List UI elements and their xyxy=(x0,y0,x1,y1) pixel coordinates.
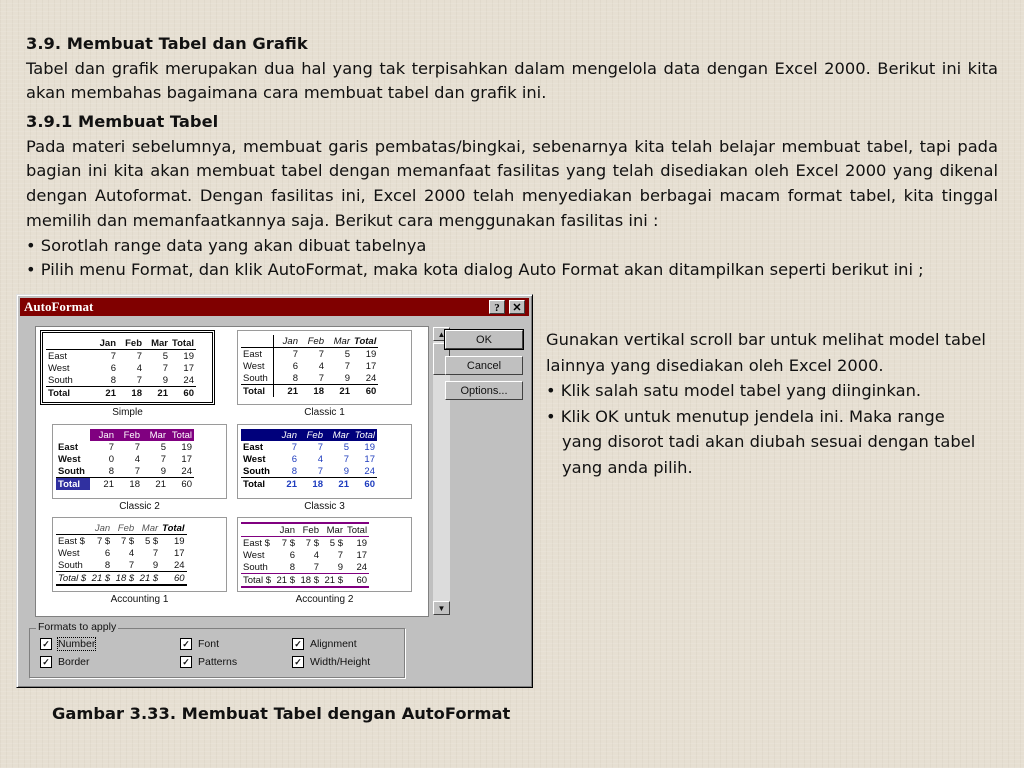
group-legend: Formats to apply xyxy=(38,621,117,633)
sample-cell: 17 xyxy=(181,453,192,465)
sample-row xyxy=(241,360,378,372)
sample-cell: Feb xyxy=(116,429,142,441)
sample-cell: West xyxy=(58,547,80,559)
sample-cell: Total xyxy=(354,335,377,347)
sample-table xyxy=(241,335,378,397)
sample-cell: 60 xyxy=(170,387,196,400)
sample-cell: Mar xyxy=(142,429,168,441)
sample-cell: Feb xyxy=(118,337,144,350)
sample-cell: 21 xyxy=(325,478,351,491)
checkbox-label: Border xyxy=(58,656,90,669)
sample-row xyxy=(46,387,196,400)
sample-cell: 9 xyxy=(343,465,349,477)
sample-cell: 5 xyxy=(162,350,168,362)
sample-cell: 21 xyxy=(273,478,299,491)
close-button[interactable]: ✕ xyxy=(509,300,525,314)
alignment-checkbox[interactable] xyxy=(292,637,357,651)
sample-row xyxy=(241,478,377,491)
sample-table xyxy=(46,337,196,399)
sample-cell: 6 xyxy=(291,453,297,465)
sample-cell: Total xyxy=(172,337,194,349)
sample-label: Accounting 1 xyxy=(110,594,169,605)
sample-classic-1[interactable] xyxy=(237,330,412,405)
sample-cell: 21 xyxy=(142,478,168,491)
sample-cell: Feb xyxy=(300,335,326,348)
sample-row xyxy=(46,350,196,363)
sample-cell: 7 xyxy=(317,441,323,453)
sample-cell: 4 xyxy=(136,362,142,374)
subsection xyxy=(26,110,998,283)
autoformat-dialog xyxy=(16,294,533,688)
check-icon: ✓ xyxy=(40,638,52,650)
sample-row xyxy=(241,465,377,478)
sample-cell: West xyxy=(243,549,265,561)
sample-row xyxy=(56,453,194,465)
sample-cell: 7 xyxy=(313,561,319,573)
sample-cell: 19 xyxy=(183,350,194,362)
sample-cell: Jan xyxy=(273,523,297,537)
sample-cell: 60 xyxy=(351,478,377,491)
sample-cell: 5 xyxy=(343,441,349,453)
sample-cell: South xyxy=(58,465,85,477)
sample-row xyxy=(241,523,369,537)
instruction-continuation: yang anda pilih. xyxy=(562,457,693,477)
sample-cell: Total xyxy=(46,387,92,400)
sample-cell: 7 xyxy=(318,372,324,384)
sample-cell: Jan xyxy=(90,429,116,441)
sample-cell: West xyxy=(243,453,266,465)
sample-cell: East xyxy=(48,350,68,362)
sample-cell: 18 xyxy=(118,387,144,400)
dialog-titlebar xyxy=(20,298,529,316)
sample-cell: Total xyxy=(347,524,368,536)
dialog-title: AutoFormat xyxy=(24,299,94,314)
check-icon: ✓ xyxy=(180,638,192,650)
sample-cell: Mar xyxy=(326,335,352,348)
sample-row xyxy=(241,372,378,385)
sample-cell: 18 $ xyxy=(297,574,321,588)
border-checkbox[interactable] xyxy=(40,655,90,669)
sample-cell: Total xyxy=(241,478,273,491)
sample-row xyxy=(56,547,187,559)
sample-cell: 19 xyxy=(173,535,185,547)
sample-cell: Feb xyxy=(297,523,321,537)
sample-cell: 9 xyxy=(152,559,159,571)
sample-cell: 7 xyxy=(110,350,116,362)
check-icon: ✓ xyxy=(292,656,304,668)
sample-cell: 60 xyxy=(160,572,186,586)
sample-row xyxy=(46,337,196,350)
sample-cell: 60 xyxy=(352,385,378,398)
instruction-bullet: • Klik salah satu model tabel yang diinginkan. xyxy=(546,381,922,400)
sample-cell xyxy=(56,522,88,535)
checkbox-label: Alignment xyxy=(310,638,357,651)
sample-cell: Feb xyxy=(299,429,325,441)
sample-cell: 8 xyxy=(108,465,114,477)
sample-row xyxy=(56,559,187,572)
sample-cell: 7 xyxy=(108,441,114,453)
sample-cell: South xyxy=(243,561,268,573)
sample-cell: West xyxy=(241,360,274,372)
help-button[interactable]: ? xyxy=(489,300,505,314)
sample-cell: 7 xyxy=(317,465,323,477)
sample-cell: West xyxy=(48,362,70,374)
sample-cell: Mar xyxy=(144,337,170,350)
sample-row xyxy=(56,465,194,478)
sample-row xyxy=(241,429,377,441)
ok-button[interactable]: OK xyxy=(445,330,523,349)
subsection-heading: 3.9.1 Membuat Tabel xyxy=(26,112,219,131)
checkbox-label: Patterns xyxy=(198,656,238,669)
sample-cell: 7 $ xyxy=(96,535,111,547)
sample-label: Classic 3 xyxy=(304,501,345,512)
sample-cell: 4 xyxy=(128,547,135,559)
cancel-button[interactable]: Cancel xyxy=(445,356,523,375)
sample-cell: 18 xyxy=(299,478,325,491)
scroll-down-icon[interactable]: ▼ xyxy=(433,601,450,615)
sample-cell: 17 xyxy=(364,453,375,465)
sample-cell: 7 xyxy=(162,362,168,374)
sample-cell: 17 xyxy=(356,549,368,561)
section-heading: 3.9. Membuat Tabel dan Grafik xyxy=(26,34,308,53)
sample-row xyxy=(241,574,369,588)
sample-cell: 0 xyxy=(108,453,114,465)
sample-cell: 4 xyxy=(317,453,323,465)
sample-cell xyxy=(56,429,90,441)
sample-classic-2[interactable] xyxy=(52,424,227,499)
sample-cell: 7 $ xyxy=(120,535,135,547)
sample-cell xyxy=(241,523,273,537)
sample-cell: Mar xyxy=(325,429,351,441)
scroll-up-icon[interactable]: ▲ xyxy=(433,327,450,341)
sample-cell: 60 xyxy=(168,478,194,491)
sample-cell: 24 xyxy=(356,561,368,573)
sample-cell: 5 $ xyxy=(329,537,343,549)
checkbox-label: Width/Height xyxy=(310,656,371,669)
sample-classic-3[interactable] xyxy=(237,424,412,499)
sample-cell: 24 xyxy=(173,559,185,571)
sample-accounting-1[interactable] xyxy=(52,517,227,592)
sample-cell: 21 $ xyxy=(273,574,297,588)
sample-cell: East $ xyxy=(243,537,270,549)
sample-cell: Total xyxy=(168,429,194,441)
sample-cell: 6 xyxy=(104,547,111,559)
sample-table xyxy=(241,429,377,490)
sample-cell: 18 xyxy=(116,478,142,491)
instruction-bullet: • Klik OK untuk menutup jendela ini. Maka range xyxy=(546,406,945,426)
number-checkbox[interactable] xyxy=(40,637,95,651)
patterns-checkbox[interactable] xyxy=(180,655,237,669)
sample-cell: 7 xyxy=(136,374,142,386)
sample-cell: 4 xyxy=(318,360,324,372)
sample-cell: 8 xyxy=(289,561,295,573)
sample-row xyxy=(241,453,377,465)
sample-cell: 21 $ xyxy=(88,572,112,586)
sample-cell: 21 xyxy=(144,387,170,400)
sample-row xyxy=(241,561,369,574)
instruction-continuation: yang disorot tadi akan diubah sesuai dengan tabel xyxy=(562,432,976,451)
sample-cell: Total xyxy=(56,478,90,491)
sample-cell: 21 xyxy=(274,385,301,398)
sample-cell: Total xyxy=(162,522,185,534)
sample-cell: 21 $ xyxy=(321,574,345,588)
sample-cell: 18 xyxy=(300,385,326,398)
sample-row xyxy=(56,478,194,491)
sample-cell: East $ xyxy=(58,535,85,547)
sample-cell: 9 xyxy=(160,465,166,477)
sample-cell: South xyxy=(48,374,73,386)
sample-cell: East xyxy=(243,441,264,453)
check-icon: ✓ xyxy=(40,656,52,668)
sample-cell: 17 xyxy=(173,547,185,559)
sample-cell: 21 $ xyxy=(136,572,160,586)
sample-cell: 19 xyxy=(356,537,368,549)
sample-cell: Total xyxy=(241,385,274,398)
sample-cell: 9 xyxy=(162,374,168,386)
sample-cell: Mar xyxy=(321,523,345,537)
sample-cell: 24 xyxy=(364,465,375,477)
sample-cell: 24 xyxy=(365,372,377,384)
sample-cell: 17 xyxy=(183,362,194,374)
sample-cell xyxy=(46,337,92,350)
sample-cell: 7 xyxy=(128,559,135,571)
sample-cell: 17 xyxy=(365,360,377,372)
sample-row xyxy=(241,335,378,348)
checkbox-label: Font xyxy=(198,638,220,651)
sample-cell: Jan xyxy=(88,522,112,535)
sample-row xyxy=(46,362,196,374)
sample-row xyxy=(46,374,196,387)
sample-cell: 7 xyxy=(134,441,140,453)
sample-cell: 7 xyxy=(134,465,140,477)
sample-table xyxy=(56,429,194,490)
sample-cell: 21 xyxy=(90,478,116,491)
sample-cell: 7 xyxy=(292,348,298,360)
sample-cell: 18 $ xyxy=(112,572,136,586)
sample-cell: 6 xyxy=(292,360,298,372)
sample-cell: 5 $ xyxy=(144,535,159,547)
sample-cell: East xyxy=(58,441,79,453)
sample-cell: 8 xyxy=(110,374,116,386)
sample-cell: 7 xyxy=(136,350,142,362)
sample-cell: South xyxy=(241,372,274,385)
figure-caption: Gambar 3.33. Membuat Tabel dengan AutoFormat xyxy=(52,704,511,723)
sample-cell xyxy=(241,429,273,441)
font-checkbox[interactable] xyxy=(180,637,219,651)
sample-cell: 8 xyxy=(104,559,111,571)
sample-cell: South xyxy=(58,559,83,571)
instruction-text: Gunakan vertikal scroll bar untuk melihat model tabel lainnya yang disediakan oleh Excel 2000. xyxy=(546,330,986,375)
sample-row xyxy=(241,537,369,550)
sample-cell: South xyxy=(243,465,270,477)
sample-cell: 4 xyxy=(134,453,140,465)
format-gallery xyxy=(35,326,429,617)
sample-label: Classic 2 xyxy=(119,501,160,512)
sample-label: Classic 1 xyxy=(304,407,345,418)
sample-cell: East xyxy=(241,348,274,361)
formats-to-apply-group xyxy=(29,621,405,678)
instructions xyxy=(546,327,1016,480)
sample-row xyxy=(241,441,377,453)
sample-cell: Total $ xyxy=(243,574,271,586)
sample-cell: 8 xyxy=(291,465,297,477)
sample-cell: 7 $ xyxy=(281,537,295,549)
sample-cell: 7 $ xyxy=(305,537,319,549)
intro-paragraph: Tabel dan grafik merupakan dua hal yang tak terpisahkan dalam mengelola data dengan Excel 2000. Berikut ini kita akan membahas bagaimana cara membuat tabel dan grafik ini. xyxy=(26,58,998,103)
intro-section xyxy=(26,32,998,106)
sample-cell: 60 xyxy=(345,574,369,588)
sample-cell: Jan xyxy=(274,335,301,348)
sample-cell: 19 xyxy=(365,348,377,360)
sample-label: Simple xyxy=(112,407,143,418)
sample-cell: Mar xyxy=(136,522,160,535)
sample-cell: 21 xyxy=(326,385,352,398)
sample-row xyxy=(56,572,187,586)
sample-cell: 7 xyxy=(152,547,159,559)
sample-cell: 9 xyxy=(337,561,343,573)
sample-cell: 7 xyxy=(291,441,297,453)
sample-cell: 7 xyxy=(337,549,343,561)
sample-row xyxy=(56,535,187,548)
sample-table xyxy=(241,522,369,588)
sample-row xyxy=(56,429,194,441)
body-paragraph: Pada materi sebelumnya, membuat garis pembatas/bingkai, sebenarnya kita telah belajar membuat tabel, tapi pada bagian ini kita akan membuat tabel dengan memanfaat fasilitas yang telah disediakan oleh Excel 2000 yang dikenal dengan Autoformat. Dengan fasilitas ini, Excel 2000 telah menyediakan berbagai macam format tabel, kita tinggal memilih dan memanfaatkannya saja. Berikut cara menggunakan fasilitas ini : xyxy=(26,136,998,230)
check-icon: ✓ xyxy=(292,638,304,650)
sample-cell: 4 xyxy=(313,549,319,561)
sample-cell: 9 xyxy=(344,372,350,384)
options-button[interactable]: Options... xyxy=(445,381,523,400)
sample-cell: 24 xyxy=(181,465,192,477)
sample-label: Accounting 2 xyxy=(295,594,354,605)
sample-table xyxy=(56,522,187,586)
sample-cell: West xyxy=(58,453,81,465)
sample-cell: 7 xyxy=(344,360,350,372)
check-icon: ✓ xyxy=(180,656,192,668)
sample-row xyxy=(241,348,378,361)
bullet-2: • Pilih menu Format, dan klik AutoFormat, maka kota dialog Auto Format akan ditampilkan seperti berikut ini ; xyxy=(26,260,924,280)
sample-row xyxy=(241,549,369,561)
sample-cell: Jan xyxy=(273,429,299,441)
sample-cell: 19 xyxy=(364,441,375,453)
sample-cell: 7 xyxy=(343,453,349,465)
sample-cell: Feb xyxy=(112,522,136,535)
sample-cell: 24 xyxy=(183,374,194,386)
sample-cell: Total xyxy=(351,429,377,441)
sample-row xyxy=(241,385,378,398)
sample-row xyxy=(56,441,194,453)
sample-cell: 8 xyxy=(292,372,298,384)
sample-cell: Jan xyxy=(92,337,118,350)
bullet-1: • Sorotlah range data yang akan dibuat tabelnya xyxy=(26,235,427,255)
checkbox-label: Number xyxy=(58,638,96,651)
sample-cell: 21 xyxy=(92,387,118,400)
sample-cell: 7 xyxy=(318,348,324,360)
sample-accounting-2[interactable] xyxy=(237,517,412,592)
sample-cell: 6 xyxy=(289,549,295,561)
sample-simple[interactable] xyxy=(40,330,215,405)
sample-cell: 5 xyxy=(344,348,350,360)
sample-cell: 7 xyxy=(160,453,166,465)
sample-cell: Total $ xyxy=(58,572,87,584)
sample-cell: 19 xyxy=(181,441,192,453)
sample-cell xyxy=(241,335,274,348)
width-height-checkbox[interactable] xyxy=(292,655,370,669)
sample-row xyxy=(56,522,187,535)
sample-cell: 5 xyxy=(160,441,166,453)
sample-cell: 6 xyxy=(110,362,116,374)
